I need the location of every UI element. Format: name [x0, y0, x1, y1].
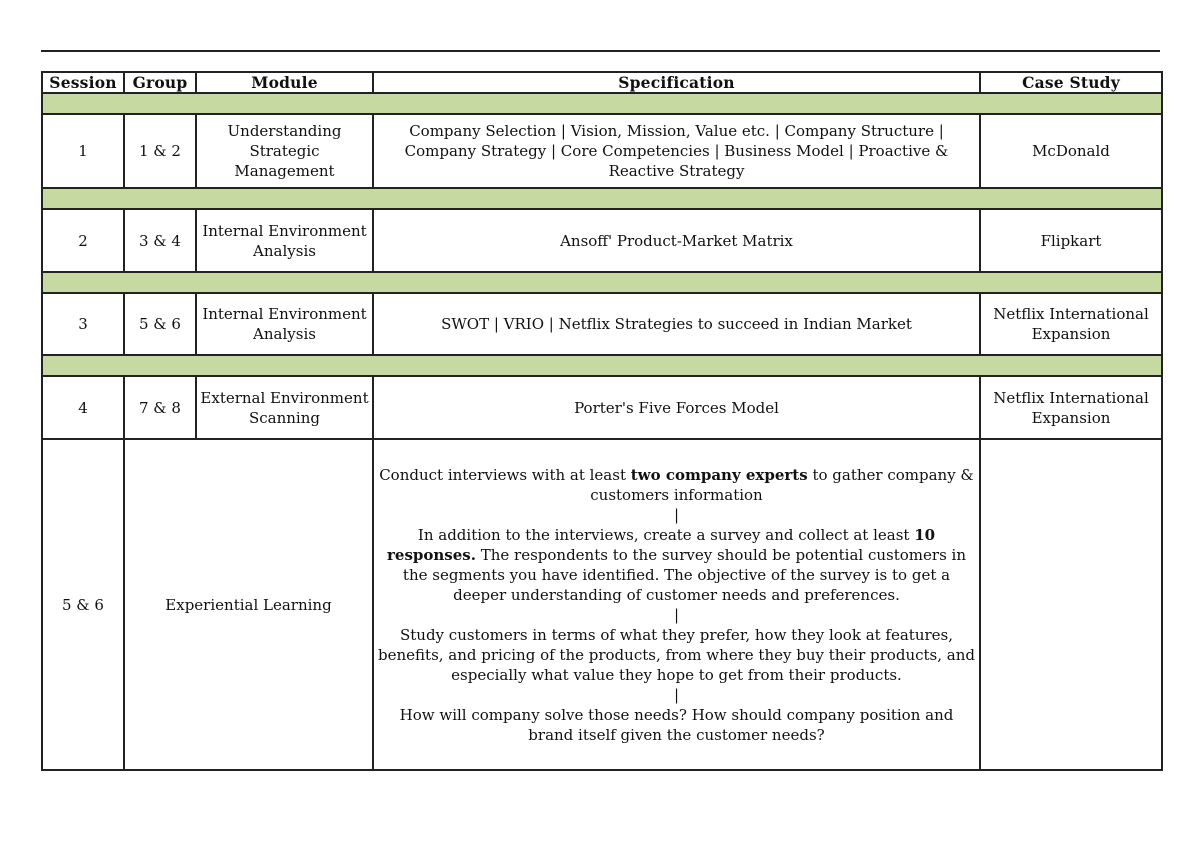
table-row — [42, 209, 1162, 272]
header-specification: Specification — [373, 72, 980, 93]
header-case-study: Case Study — [980, 72, 1162, 93]
separator-row — [42, 93, 1162, 114]
cell-specification: SWOT | VRIO | Netflix Strategies to succeed in Indian Market — [373, 293, 980, 355]
spec-separator: | — [673, 685, 680, 704]
spec-paragraph: Study customers in terms of what they prefer, how they look at features, benefits, and pricing of the products, from where they buy their products, and especially what value they hope to get from their products. — [378, 625, 975, 684]
spec-text: The respondents to the survey should be potential customers in the segments you have identified. The objective of the survey is to get a deeper understanding of customer needs and preferences. — [402, 545, 966, 604]
spec-paragraph — [376, 525, 977, 605]
spec-separator: | — [673, 605, 680, 624]
cell-group: 5 & 6 — [124, 293, 196, 355]
cell-case-study: Netflix International Expansion — [980, 293, 1162, 355]
cell-case-study: Flipkart — [980, 209, 1162, 272]
cell-session: 2 — [42, 209, 124, 272]
top-rule — [41, 50, 1160, 52]
table-row — [42, 439, 1162, 770]
table-row — [42, 114, 1162, 188]
header-group: Group — [124, 72, 196, 93]
table-row — [42, 293, 1162, 355]
spec-text: Conduct interviews with at least — [379, 465, 631, 484]
separator-row — [42, 188, 1162, 209]
spec-separator: | — [673, 505, 680, 524]
spec-text: In addition to the interviews, create a survey and collect at least — [417, 525, 915, 544]
separator-row — [42, 355, 1162, 376]
header-session: Session — [42, 72, 124, 93]
spec-paragraph: How will company solve those needs? How should company position and brand itself given the customer needs? — [399, 705, 954, 744]
header-module: Module — [196, 72, 373, 93]
spec-bold-text: two company experts — [630, 465, 808, 484]
schedule-table — [41, 71, 1163, 771]
cell-specification: Company Selection | Vision, Mission, Value etc. | Company Structure | Company Strategy | Core Competencies | Business Model | Proactive & Reactive Strategy — [373, 114, 980, 188]
separator-band — [42, 355, 1162, 376]
spec-bold-text: 10 responses. — [387, 525, 936, 564]
separator-band — [42, 93, 1162, 114]
cell-case-study: McDonald — [980, 114, 1162, 188]
cell-session: 3 — [42, 293, 124, 355]
header-row — [42, 72, 1162, 93]
cell-session: 1 — [42, 114, 124, 188]
cell-case-study — [980, 439, 1162, 770]
cell-group: 3 & 4 — [124, 209, 196, 272]
cell-module: Internal Environment Analysis — [196, 209, 373, 272]
cell-specification: Porter's Five Forces Model — [373, 376, 980, 439]
cell-module: External Environment Scanning — [196, 376, 373, 439]
cell-module: Experiential Learning — [124, 439, 373, 770]
separator-band — [42, 272, 1162, 293]
table-row — [42, 376, 1162, 439]
cell-module: Understanding Strategic Management — [196, 114, 373, 188]
cell-specification: Ansoff' Product-Market Matrix — [373, 209, 980, 272]
cell-group: 1 & 2 — [124, 114, 196, 188]
cell-case-study: Netflix International Expansion — [980, 376, 1162, 439]
spec-text: to gather company & customers information — [590, 465, 974, 504]
cell-specification — [373, 439, 980, 770]
spec-paragraph — [376, 465, 977, 505]
cell-group: 7 & 8 — [124, 376, 196, 439]
separator-band — [42, 188, 1162, 209]
cell-module: Internal Environment Analysis — [196, 293, 373, 355]
cell-session: 5 & 6 — [42, 439, 124, 770]
cell-session: 4 — [42, 376, 124, 439]
separator-row — [42, 272, 1162, 293]
